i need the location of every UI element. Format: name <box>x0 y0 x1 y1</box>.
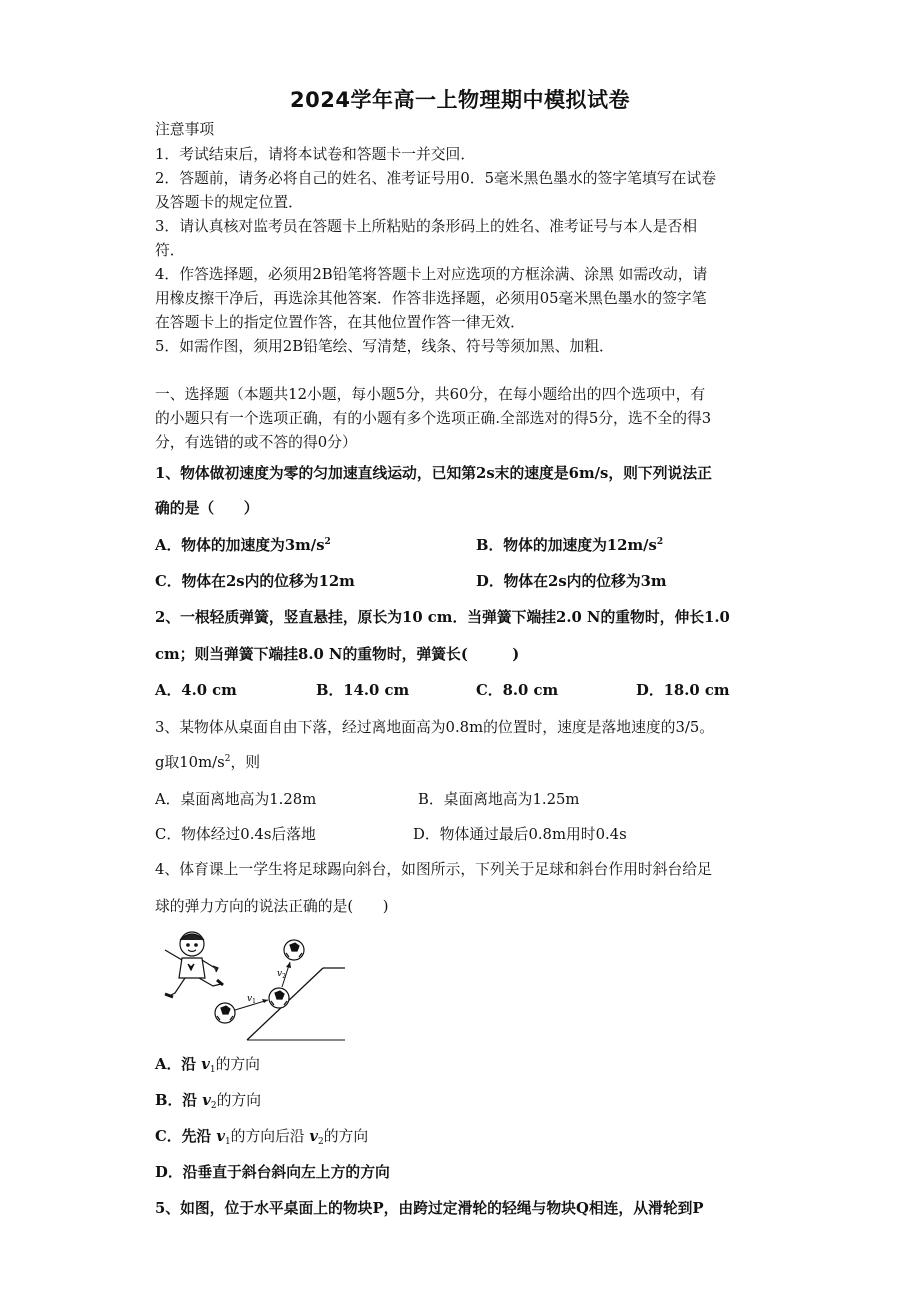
label-v2: $v_2$ <box>277 969 286 980</box>
q2-option-b: B．14.0 cm <box>316 682 410 699</box>
q3-stem-line-1: 3、某物体从桌面自由下落，经过离地面高为0.8m的位置时，速度是落地速度的3/5。 <box>155 719 715 736</box>
q3-stem-line-2: g取$10m/s^2$，则 <box>155 754 261 771</box>
student-figure <box>165 932 223 997</box>
q4-option-c: C．先沿 $v_1$的方向后沿 $v_2$的方向 <box>155 1128 369 1147</box>
q3-option-d: D．物体通过最后0.8m用时0.4s <box>413 826 627 843</box>
notice-item-3-line-2: 符． <box>155 242 185 259</box>
section-1-line-1: 一、选择题（本题共12小题，每小题5分，共60分，在每小题给出的四个选项中，有 <box>155 386 706 403</box>
ball-3 <box>284 940 304 960</box>
arrow-v2-head <box>286 962 291 968</box>
q1-option-d: D．物体在2s内的位移为3m <box>476 573 667 590</box>
q2-option-d: D．18.0 cm <box>636 682 730 699</box>
ball-2 <box>269 988 289 1008</box>
q2-option-c: C．8.0 cm <box>476 682 559 699</box>
q1-option-a: A．物体的加速度为$3m/s^2$ <box>155 537 331 554</box>
q4-option-a: A．沿 $v_1$的方向 <box>155 1056 260 1075</box>
q2-option-a: A．4.0 cm <box>155 682 237 699</box>
q4-stem-line-2: 球的弹力方向的说法正确的是( ) <box>155 898 389 915</box>
notice-item-2-line-2: 及答题卡的规定位置． <box>155 194 303 211</box>
q1-option-c: C．物体在2s内的位移为12m <box>155 573 355 590</box>
q1-option-b: B．物体的加速度为$12m/s^2$ <box>476 537 664 554</box>
q2-stem-line-1: 2、一根轻质弹簧，竖直悬挂，原长为10 cm．当弹簧下端挂2.0 N的重物时，伸长1.0 <box>155 609 730 626</box>
q4-stem-line-1: 4、体育课上一学生将足球踢向斜台，如图所示，下列关于足球和斜台作用时斜台给足 <box>155 861 712 878</box>
notice-item-3-line-1: 3．请认真核对监考员在答题卡上所粘贴的条形码上的姓名、准考证号与本人是否相 <box>155 218 698 235</box>
q4-option-b: B．沿 $v_2$的方向 <box>155 1092 262 1111</box>
arrow-v1-head <box>262 999 268 1003</box>
q4-figure-kick-slope <box>155 928 350 1043</box>
ball-1 <box>215 1003 235 1023</box>
q3-option-c: C．物体经过0.4s后落地 <box>155 826 316 843</box>
q4-option-d: D．沿垂直于斜台斜向左上方的方向 <box>155 1164 390 1181</box>
q5-stem-line-1: 5、如图，位于水平桌面上的物块P，由跨过定滑轮的轻绳与物块Q相连，从滑轮到P <box>155 1200 704 1217</box>
q2-stem-line-2: cm；则当弹簧下端挂8.0 N的重物时，弹簧长( ) <box>155 646 520 663</box>
page-title: 2024学年高一上物理期中模拟试卷 <box>290 88 630 112</box>
q1-stem-line-2: 确的是（ ） <box>155 500 259 517</box>
q3-option-a: A．桌面离地高为1.28m <box>155 791 317 808</box>
notice-item-4-line-2: 用橡皮擦干净后，再选涂其他答案．作答非选择题，必须用05毫米黑色墨水的签字笔 <box>155 290 707 307</box>
section-1-line-2: 的小题只有一个选项正确，有的小题有多个选项正确.全部选对的得5分，选不全的得3 <box>155 410 712 427</box>
notice-item-4-line-3: 在答题卡上的指定位置作答，在其他位置作答一律无效． <box>155 314 525 331</box>
notice-item-1: 1．考试结束后，请将本试卷和答题卡一并交回． <box>155 146 476 163</box>
notice-item-2-line-1: 2．答题前，请务必将自己的姓名、准考证号用0．5毫米黑色墨水的签字笔填写在试卷 <box>155 170 716 187</box>
notice-item-4-line-1: 4．作答选择题，必须用2B铅笔将答题卡上对应选项的方框涂满、涂黑 如需改动，请 <box>155 266 708 283</box>
section-1-line-3: 分，有选错的或不答的得0分） <box>155 434 357 451</box>
notice-item-5: 5．如需作图，须用2B铅笔绘、写清楚，线条、符号等须加黑、加粗． <box>155 338 614 355</box>
q3-option-b: B．桌面离地高为1.25m <box>418 791 580 808</box>
q1-stem-line-1: 1、物体做初速度为零的匀加速直线运动，已知第2s末的速度是6m/s，则下列说法正 <box>155 465 712 482</box>
label-v1: $v_1$ <box>247 994 256 1005</box>
notice-heading: 注意事项 <box>155 121 215 138</box>
